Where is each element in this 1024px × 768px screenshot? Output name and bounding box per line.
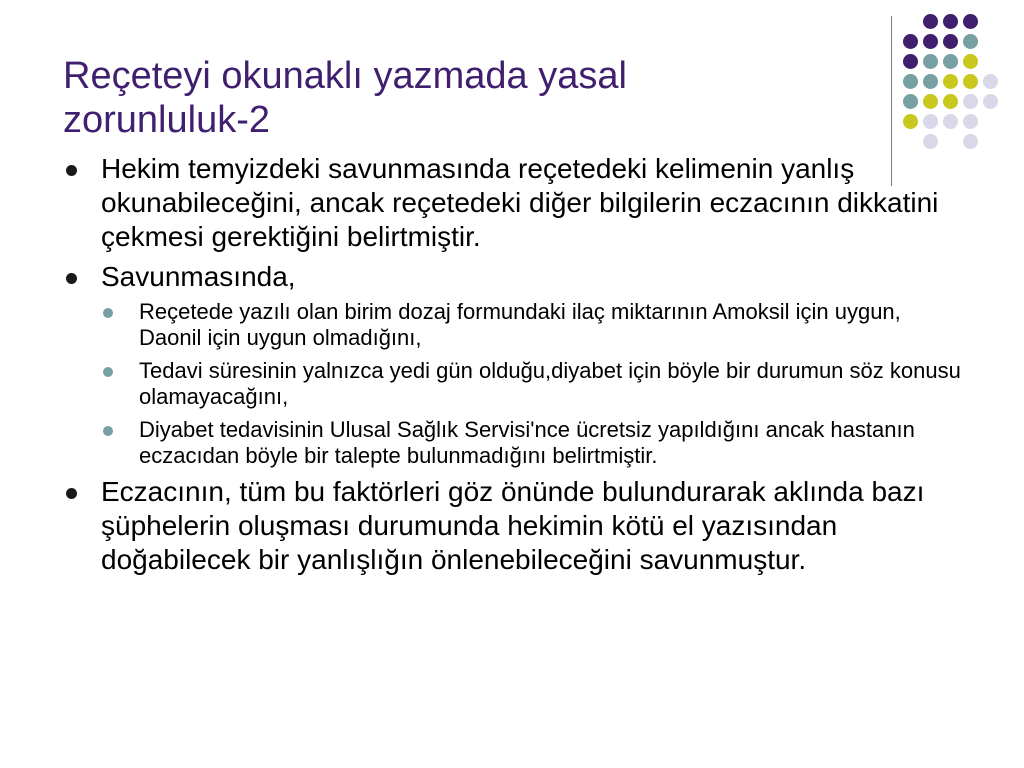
decor-dot (963, 134, 978, 149)
sub-bullet-dot-icon (103, 367, 113, 377)
bullet-text: Eczacının, tüm bu faktörleri göz önünde bulundurarak aklında bazı şüphelerin oluşması durumunda hekimin kötü el yazısından doğabilecek bir yanlışlığın önlenebileceğini savunmuştur. (101, 476, 925, 575)
decor-dot (923, 74, 938, 89)
decor-dot (943, 114, 958, 129)
decor-dot (963, 34, 978, 49)
sub-bullet-item (100, 358, 962, 410)
decor-dot (943, 94, 958, 109)
decor-dot (903, 34, 918, 49)
slide-title-line-2: zorunluluk-2 (63, 99, 270, 141)
sub-bullet-text: Diyabet tedavisinin Ulusal Sağlık Servisi'nce ücretsiz yapıldığını ancak hastanın eczacıdan böyle bir talepte bulunmadığını belirtmiştir. (139, 417, 915, 468)
decor-dot (903, 114, 918, 129)
bullet-dot-icon (66, 165, 77, 176)
sub-bullet-dot-icon (103, 426, 113, 436)
bullet-item (62, 152, 962, 254)
decor-dot (943, 74, 958, 89)
decor-dot (923, 14, 938, 29)
decor-dot (983, 74, 998, 89)
decor-dot (963, 74, 978, 89)
slide-title-line-1: Reçeteyi okunaklı yazmada yasal (63, 55, 627, 97)
bullet-item (62, 475, 962, 577)
bullet-dot-icon (66, 488, 77, 499)
decor-dot (923, 134, 938, 149)
decor-dot (903, 54, 918, 69)
slide-title (63, 54, 823, 142)
bullet-item (62, 260, 962, 294)
decor-dot (943, 34, 958, 49)
decor-dot (983, 94, 998, 109)
sub-bullet-list (62, 299, 962, 469)
sub-bullet-text: Tedavi süresinin yalnızca yedi gün olduğu,diyabet için böyle bir durumun söz konusu olamayacağını, (139, 358, 961, 409)
decor-dot (923, 94, 938, 109)
decor-dot (963, 54, 978, 69)
sub-bullet-text: Reçetede yazılı olan birim dozaj formundaki ilaç miktarının Amoksil için uygun, Daonil için uygun olmadığını, (139, 299, 901, 350)
sub-bullet-item (100, 299, 962, 351)
decor-dot (923, 34, 938, 49)
sub-bullet-item (100, 417, 962, 469)
decor-dot (923, 54, 938, 69)
decor-dot (903, 74, 918, 89)
decor-dot (943, 14, 958, 29)
bullet-dot-icon (66, 273, 77, 284)
decor-dot (923, 114, 938, 129)
decor-dot (943, 54, 958, 69)
decor-dot (903, 94, 918, 109)
bullet-text: Hekim temyizdeki savunmasında reçetedeki kelimenin yanlış okunabileceğini, ancak reçetedeki diğer bilgilerin eczacının dikkatini çekmesi gerektiğini belirtmiştir. (101, 153, 939, 252)
decor-dot (963, 94, 978, 109)
decor-dot (963, 114, 978, 129)
sub-bullet-dot-icon (103, 308, 113, 318)
bullet-text: Savunmasında, (101, 261, 296, 292)
decor-dot (963, 14, 978, 29)
slide-body (62, 152, 962, 577)
